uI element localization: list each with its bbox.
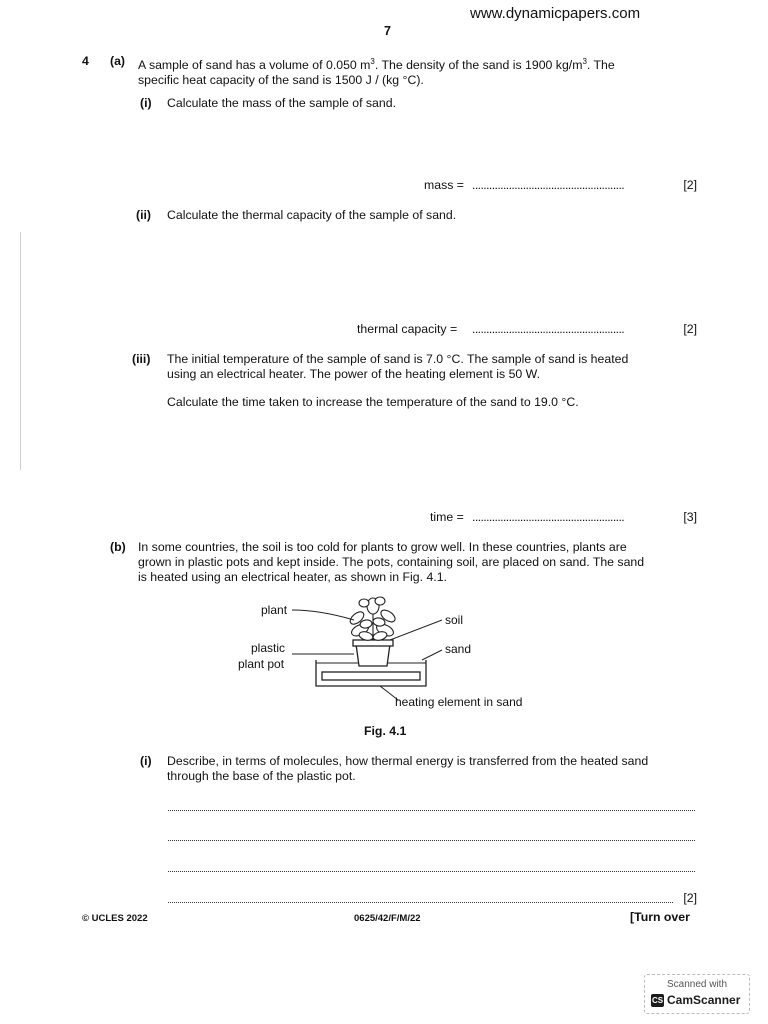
- part-a-intro-line1: [138, 54, 698, 73]
- subpart-a-i-text: Calculate the mass of the sample of sand.: [167, 96, 396, 110]
- subpart-b-i-label: (i): [140, 754, 152, 768]
- plant-leaves: [348, 597, 397, 642]
- answer-line-4[interactable]: [168, 902, 673, 903]
- part-b-label: (b): [110, 540, 126, 554]
- subpart-a-ii-label: (ii): [136, 208, 152, 222]
- subpart-b-i-line2: through the base of the plastic pot.: [167, 769, 356, 783]
- answer-line-3[interactable]: [168, 871, 695, 872]
- label-soil: soil: [445, 613, 464, 627]
- intro-text-3: . The: [586, 58, 615, 73]
- part-a-label: (a): [110, 54, 126, 68]
- time-answer-blank[interactable]: ......................................................: [472, 510, 625, 524]
- intro-text-1: A sample of sand has a volume of 0.050 m: [138, 58, 371, 73]
- camscanner-watermark: [644, 974, 750, 1014]
- plant-pot: [353, 640, 393, 666]
- subpart-a-iii-line2: using an electrical heater. The power of the heating element is 50 W.: [167, 367, 541, 381]
- superscript-cubed: 3: [370, 57, 375, 66]
- part-b-line3: is heated using an electrical heater, as shown in Fig. 4.1.: [138, 570, 447, 584]
- label-sand: sand: [445, 642, 472, 656]
- answer-line-2[interactable]: [168, 840, 695, 841]
- subpart-a-iii-label: (iii): [132, 352, 151, 366]
- part-b-line2: grown in plastic pots and kept inside. The pots, containing soil, are placed on sand. The sand: [138, 555, 645, 569]
- label-plastic: plastic: [251, 641, 286, 655]
- part-b-line1: In some countries, the soil is too cold for plants to grow well. In these countries, plants are: [138, 540, 627, 554]
- subpart-a-iii-line1: The initial temperature of the sample of sand is 7.0 °C. The sample of sand is heated: [167, 352, 629, 366]
- time-answer-label: time =: [430, 510, 464, 524]
- part-a-intro-line2: specific heat capacity of the sand is 1500 J / (kg °C).: [138, 73, 424, 88]
- marks-a-iii: [3]: [683, 510, 697, 524]
- superscript-cubed: 3: [582, 57, 587, 66]
- answer-line-1[interactable]: [168, 810, 695, 811]
- footer-paper-code: 0625/42/F/M/22: [354, 913, 421, 924]
- heating-element: [322, 672, 420, 680]
- intro-text-2: . The density of the sand is 1900 kg/m: [374, 58, 583, 73]
- marks-b-i: [2]: [683, 891, 697, 905]
- mass-answer-label: mass =: [424, 178, 464, 192]
- marks-a-i: [2]: [683, 178, 697, 192]
- figure-caption: Fig. 4.1: [364, 724, 407, 738]
- subpart-a-ii-text: Calculate the thermal capacity of the sample of sand.: [167, 208, 457, 222]
- thermal-capacity-answer-label: thermal capacity =: [357, 322, 458, 336]
- label-plant: plant: [261, 603, 288, 617]
- thermal-capacity-answer-blank[interactable]: ......................................................: [472, 322, 625, 336]
- mass-answer-blank[interactable]: ......................................................: [472, 178, 625, 192]
- camscanner-brand: CamScanner: [667, 993, 741, 1007]
- footer-copyright: © UCLES 2022: [82, 913, 148, 924]
- scanned-with-text: Scanned with: [666, 979, 728, 990]
- label-plant-pot: plant pot: [238, 657, 285, 671]
- label-heating-element: heating element in sand: [395, 695, 523, 709]
- page-number: 7: [384, 24, 391, 38]
- header-url: www.dynamicpapers.com: [470, 5, 641, 22]
- footer-turn-over: [Turn over: [630, 910, 690, 924]
- subpart-b-i-line1: Describe, in terms of molecules, how thermal energy is transferred from the heated sand: [167, 754, 649, 768]
- subpart-a-iii-line3: Calculate the time taken to increase the temperature of the sand to 19.0 °C.: [167, 395, 579, 409]
- subpart-a-i-label: (i): [140, 96, 152, 110]
- scan-edge-line: [20, 232, 21, 470]
- question-number: 4: [82, 54, 89, 68]
- figure-4-1: [230, 594, 560, 714]
- camscanner-logo-icon: CS: [651, 996, 664, 1005]
- marks-a-ii: [2]: [683, 322, 697, 336]
- part-a-intro: [138, 54, 698, 88]
